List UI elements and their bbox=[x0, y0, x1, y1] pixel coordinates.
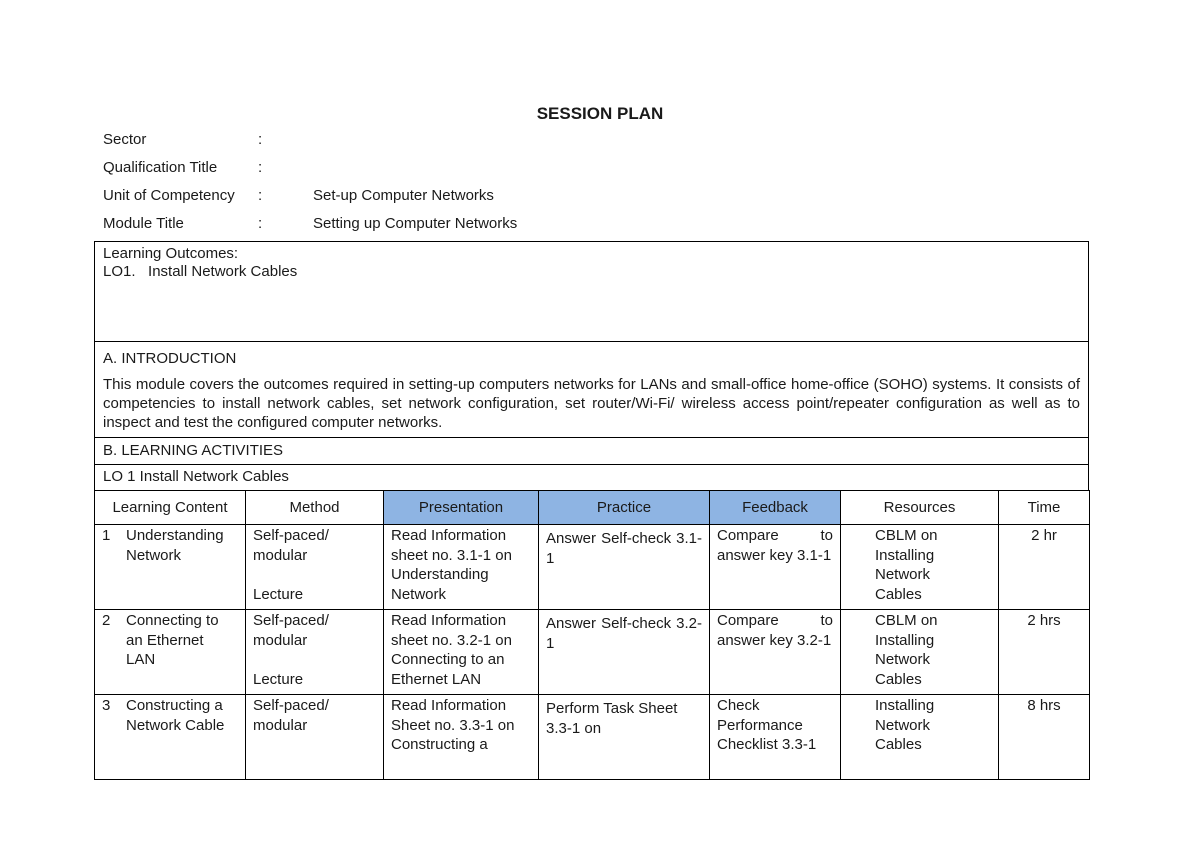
practice-text: Answer Self-check 3.1-1 bbox=[546, 530, 702, 567]
col-header-learning-content: Learning Content bbox=[95, 491, 246, 525]
table-row bbox=[95, 695, 1090, 780]
learning-outcome-item: LO1. Install Network Cables bbox=[103, 263, 298, 280]
learning-activities-heading: B. LEARNING ACTIVITIES bbox=[94, 437, 1089, 465]
lo-title: LO 1 Install Network Cables bbox=[94, 464, 1089, 491]
meta-colon: : bbox=[258, 215, 263, 232]
method-primary: Self-paced/ modular bbox=[253, 612, 329, 649]
cell-time: 2 hrs bbox=[999, 610, 1090, 695]
introduction-box bbox=[94, 341, 1089, 438]
content-text: Connecting to an Ethernet LAN bbox=[126, 612, 219, 669]
cell-feedback bbox=[710, 610, 841, 695]
row-number: 3 bbox=[102, 697, 111, 714]
col-header-method: Method bbox=[246, 491, 384, 525]
cell-time: 2 hr bbox=[999, 525, 1090, 610]
col-header-presentation: Presentation bbox=[384, 491, 539, 525]
cell-method bbox=[246, 695, 384, 780]
method-primary: Self-paced/ modular bbox=[253, 697, 329, 734]
introduction-text: This module covers the outcomes required in setting-up computers networks for LANs and small-office home-office (SOHO) systems. It consists of competencies to install network cables, set network configuration, set router/Wi-Fi/ wireless access point/repeater configuration as well as to inspect and test the configured computer networks. bbox=[103, 376, 1080, 431]
learning-outcomes-heading: Learning Outcomes: bbox=[103, 245, 239, 262]
cell-resources: CBLM on Installing Network Cables bbox=[841, 525, 999, 610]
cell-feedback: Check Performance Checklist 3.3-1 bbox=[710, 695, 841, 780]
cell-practice: Perform Task Sheet 3.3-1 on bbox=[539, 695, 710, 780]
cell-learning-content bbox=[95, 695, 246, 780]
cell-time: 8 hrs bbox=[999, 695, 1090, 780]
method-primary: Self-paced/ modular bbox=[253, 527, 329, 564]
cell-presentation: Read Information sheet no. 3.2-1 on Connecting to an Ethernet LAN bbox=[384, 610, 539, 695]
row-number: 2 bbox=[102, 612, 111, 629]
cell-practice bbox=[539, 610, 710, 695]
content-text: Constructing a Network Cable bbox=[126, 697, 225, 734]
content-text: Understanding Network bbox=[126, 527, 224, 564]
cell-resources: CBLM on Installing Network Cables bbox=[841, 610, 999, 695]
cell-feedback bbox=[710, 525, 841, 610]
cell-learning-content bbox=[95, 610, 246, 695]
meta-value: Set-up Computer Networks bbox=[313, 187, 494, 204]
meta-value: Setting up Computer Networks bbox=[313, 215, 518, 232]
col-header-feedback: Feedback bbox=[710, 491, 841, 525]
table-row bbox=[95, 610, 1090, 695]
cell-method bbox=[246, 610, 384, 695]
cell-method bbox=[246, 525, 384, 610]
cell-resources: Installing Network Cables bbox=[841, 695, 999, 780]
col-header-resources: Resources bbox=[841, 491, 999, 525]
col-header-time: Time bbox=[999, 491, 1090, 525]
cell-learning-content bbox=[95, 525, 246, 610]
col-header-practice: Practice bbox=[539, 491, 710, 525]
learning-outcomes-box bbox=[94, 241, 1089, 342]
cell-presentation: Read Information Sheet no. 3.3-1 on Constructing a bbox=[384, 695, 539, 780]
meta-label: Sector bbox=[103, 131, 147, 148]
meta-label: Module Title bbox=[103, 215, 184, 232]
table-row bbox=[95, 525, 1090, 610]
document-title: SESSION PLAN bbox=[536, 104, 664, 123]
activities-table bbox=[94, 490, 1090, 780]
introduction-heading: A. INTRODUCTION bbox=[103, 350, 237, 367]
meta-colon: : bbox=[258, 159, 263, 176]
cell-practice bbox=[539, 525, 710, 610]
meta-label: Unit of Competency bbox=[103, 187, 235, 204]
table-header-row bbox=[95, 491, 1090, 525]
feedback-text: Compare to answer key 3.2-1 bbox=[717, 612, 833, 649]
practice-text: Answer Self-check 3.2-1 bbox=[546, 615, 702, 652]
method-secondary: Lecture bbox=[253, 670, 304, 688]
feedback-text: Compare to answer key 3.1-1 bbox=[717, 527, 833, 564]
meta-colon: : bbox=[258, 131, 263, 148]
meta-label: Qualification Title bbox=[103, 159, 218, 176]
row-number: 1 bbox=[102, 527, 111, 544]
cell-presentation: Read Information sheet no. 3.1-1 on Understanding Network bbox=[384, 525, 539, 610]
meta-colon: : bbox=[258, 187, 263, 204]
method-secondary: Lecture bbox=[253, 585, 304, 603]
